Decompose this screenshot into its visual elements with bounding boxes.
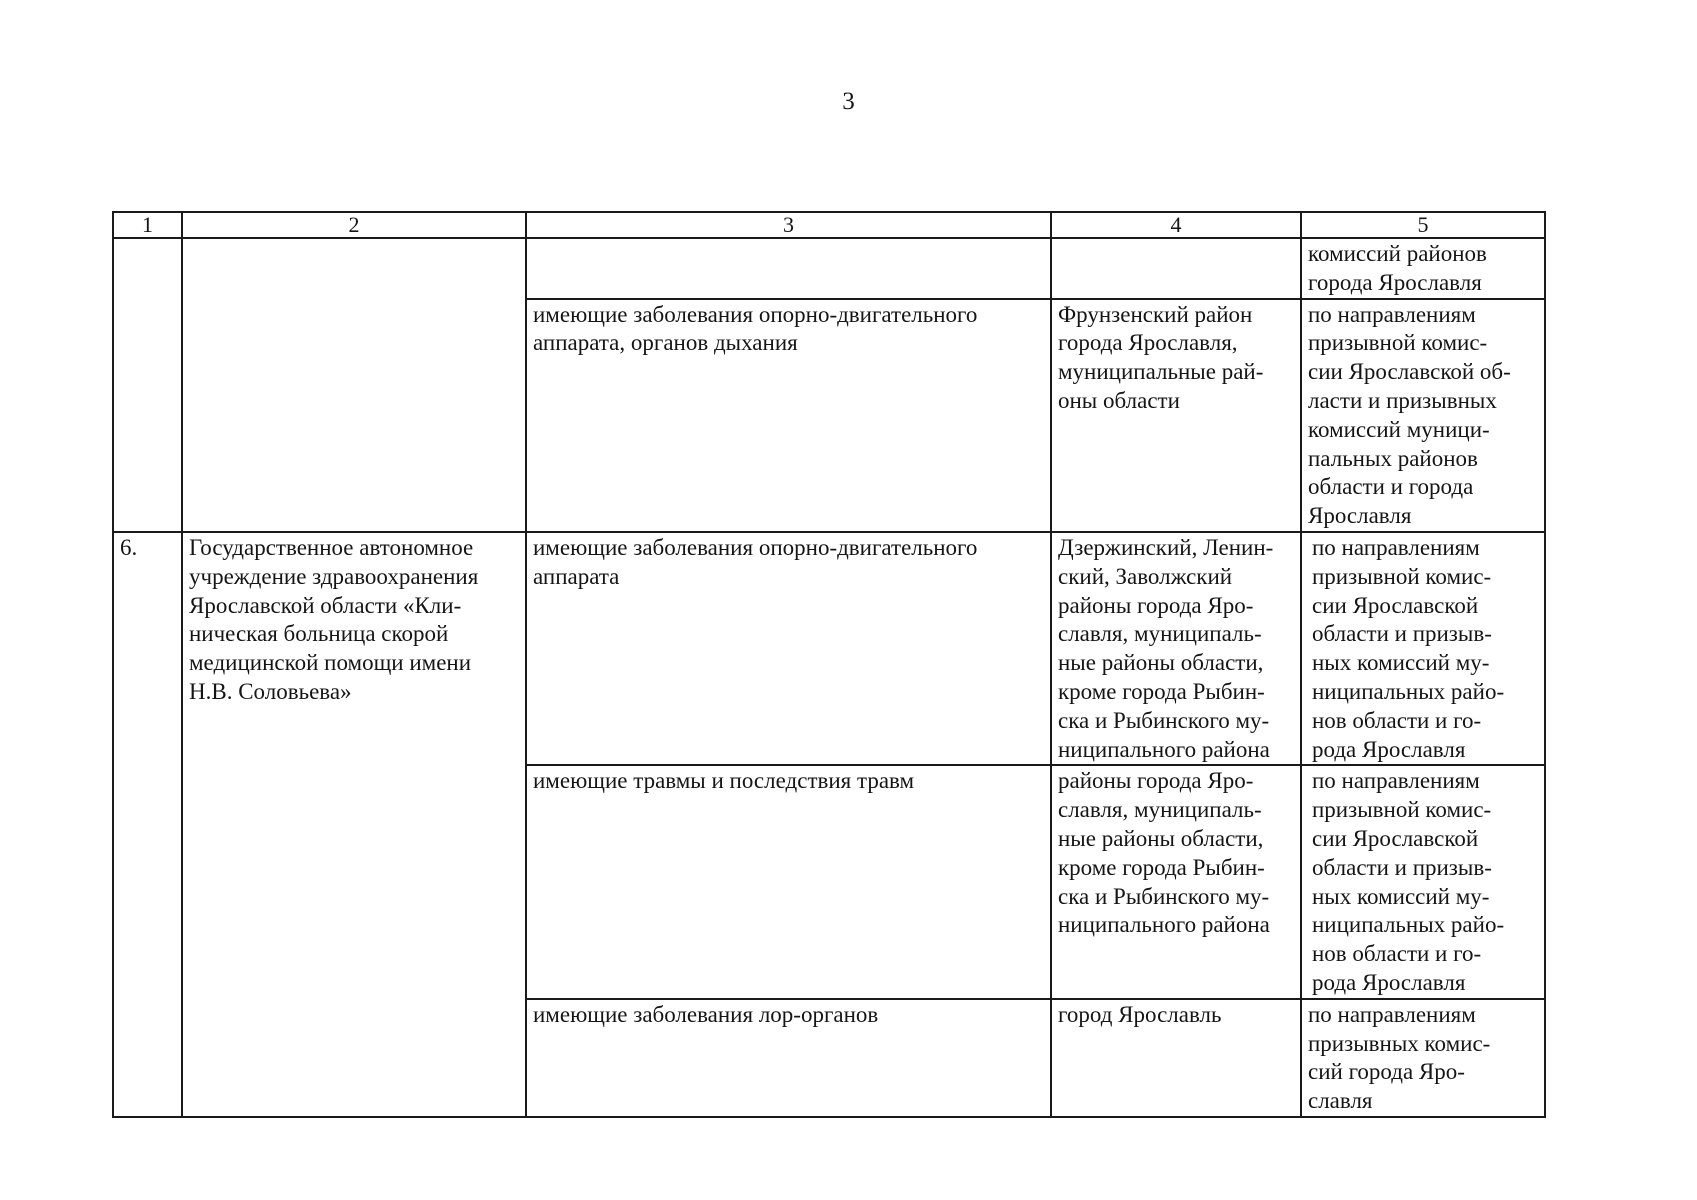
column-header-1: 1 — [113, 212, 182, 238]
category-text: имеющие заболевания опорно-двигательного аппарата, органов дыхания — [533, 301, 978, 356]
organization-name: Государственное автономное учреждение здравоохранения Ярославской области «Кли- ническая больница скорой медицинской помощи имени Н.В. Соловьева» — [189, 534, 479, 704]
category-text: имеющие травмы и последствия травм — [533, 768, 915, 794]
category-text: имеющие заболевания опорно-двигательного аппарата — [533, 534, 978, 589]
cell-area — [1051, 532, 1301, 765]
area-text: город Ярославль — [1058, 1001, 1222, 1027]
cell-category — [526, 999, 1051, 1117]
cell-area — [1051, 238, 1301, 299]
page-number: 3 — [842, 88, 855, 115]
cell-area — [1051, 299, 1301, 532]
area-text: районы города Яро- славля, муниципаль- ные районы области, кроме города Рыбин- ска и Рыбинского му- ниципального района — [1058, 768, 1270, 938]
column-header-5: 5 — [1301, 212, 1545, 238]
area-text: Фрунзенский район города Ярославля, муниципальные рай- оны области — [1058, 301, 1264, 413]
basis-text: по направлениям призывной комис- сии Ярославской области и призыв- ных комиссий му- ниципальных райо- нов области и го- рода Ярославля — [1312, 768, 1505, 995]
cell-organization — [182, 532, 526, 1117]
cell-category — [526, 765, 1051, 998]
cell-category — [526, 299, 1051, 532]
cell-number — [113, 238, 182, 532]
table-body — [113, 238, 1545, 1117]
table-row-continuation — [113, 238, 1545, 299]
cell-area — [1051, 765, 1301, 998]
cell-basis — [1301, 532, 1545, 765]
cell-area — [1051, 999, 1301, 1117]
area-text: Дзержинский, Ленин- ский, Заволжский районы города Яро- славля, муниципаль- ные районы области, кроме города Рыбин- ска и Рыбинского му- ниципального района — [1058, 534, 1274, 762]
basis-text: комиссий районов города Ярославля — [1308, 241, 1487, 295]
cell-number — [113, 532, 182, 1117]
table-row-6 — [113, 532, 1545, 765]
cell-category — [526, 238, 1051, 299]
category-text: имеющие заболевания лор-органов — [533, 1001, 879, 1027]
cell-basis — [1301, 238, 1545, 299]
cell-category — [526, 532, 1051, 765]
cell-organization — [182, 238, 526, 532]
column-header-3: 3 — [526, 212, 1051, 238]
cell-basis — [1301, 765, 1545, 998]
column-header-4: 4 — [1051, 212, 1301, 238]
cell-basis — [1301, 299, 1545, 532]
basis-text: по направлениям призывной комис- сии Ярославской об- ласти и призывных комиссий муници- пальных районов области и города Ярославля — [1308, 301, 1511, 529]
basis-text: по направлениям призывной комис- сии Ярославской области и призыв- ных комиссий му- ниципальных райо- нов области и го- рода Ярославля — [1312, 534, 1505, 762]
row-number: 6. — [120, 534, 138, 560]
cell-basis — [1301, 999, 1545, 1117]
basis-text: по направлениям призывных комис- сий города Яро- славля — [1308, 1001, 1491, 1114]
document-table — [112, 211, 1546, 1118]
column-header-2: 2 — [182, 212, 526, 238]
header-row — [113, 212, 1545, 238]
table-header — [113, 212, 1545, 238]
